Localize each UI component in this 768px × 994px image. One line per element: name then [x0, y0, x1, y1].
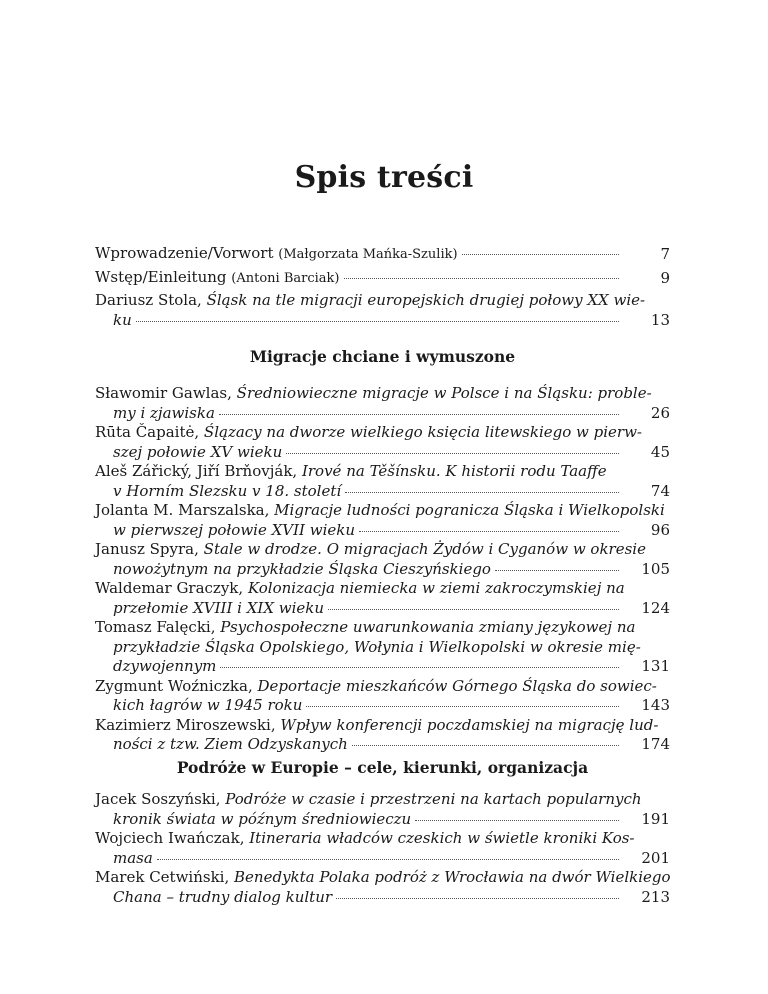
- entry-title-cont: my i zjawiska: [113, 403, 215, 422]
- entry-author: Zygmunt Woźniczka,: [95, 676, 253, 695]
- entry-title-cont: w pierwszej połowie XVII wieku: [113, 520, 355, 539]
- entry-title-cont: nowożytnym na przykładzie Śląska Cieszyńskiego: [113, 559, 491, 578]
- entry-title: Psychospołeczne uwarunkowania zmiany językowej na: [220, 618, 636, 636]
- entry-title-cont: ku: [113, 310, 132, 329]
- entry-page: 124: [641, 598, 670, 617]
- dot-leader: [220, 666, 619, 668]
- entry-title: Podróże w czasie i przestrzeni na kartach popularnych: [225, 790, 642, 808]
- dot-leader: [415, 819, 619, 821]
- entry-title: Średniowieczne migracje w Polsce i na Śląsku: proble-: [236, 384, 652, 402]
- toc-entry: [95, 423, 670, 462]
- entry-title: Itineraria władców czeskich w świetle kroniki Kos-: [249, 829, 635, 847]
- entry-title-cont: przełomie XVIII i XIX wieku: [113, 598, 325, 617]
- entry-title-cont: przykładzie Śląska Opolskiego, Wołynia i Wielkopolski w okresie mię-: [113, 637, 641, 656]
- entry-author: Sławomir Gawlas,: [95, 384, 232, 402]
- dot-leader: [462, 253, 619, 255]
- entry-page: 74: [650, 481, 670, 500]
- entry-page: 131: [641, 657, 670, 675]
- toc-section-2: [95, 790, 670, 907]
- toc-entry: [95, 291, 670, 330]
- entry-title-cont: kronik świata w późnym średniowieczu: [113, 809, 412, 828]
- entry-title: Ślązacy na dworze wielkiego księcia litewskiego w pierw-: [203, 423, 642, 441]
- entry-title: Benedykta Polaka podróż z Wrocławia na dwór Wielkiego: [234, 868, 671, 886]
- entry-page: 96: [650, 520, 670, 539]
- dot-leader: [286, 452, 619, 454]
- entry-page: 105: [641, 559, 670, 578]
- entry-author: Jolanta M. Marszalska,: [95, 501, 270, 519]
- toc-entry: [95, 868, 670, 907]
- entry-title: Wpływ konferencji poczdamskiej na migrację lud-: [280, 715, 659, 734]
- entry-page: 45: [650, 442, 670, 461]
- entry-title-cont: dzywojennym: [113, 657, 217, 675]
- toc-entry: [95, 501, 670, 540]
- entry-author: Jacek Soszyński,: [95, 790, 221, 808]
- toc-entry: [95, 677, 670, 716]
- entry-author: Marek Cetwiński,: [95, 868, 230, 886]
- entry-title-cont: kich łagrów w 1945 roku: [113, 696, 303, 714]
- entry-page: 143: [641, 696, 670, 714]
- entry-page: 9: [660, 268, 670, 287]
- entry-author: Tomasz Falęcki,: [95, 618, 216, 636]
- section-heading: Migracje chciane i wymuszone: [249, 347, 516, 366]
- entry-title-cont: Chana – trudny dialog kultur: [113, 887, 333, 906]
- dot-leader: [336, 897, 619, 899]
- entry-author: Waldemar Graczyk,: [95, 579, 244, 597]
- toc-entry: [95, 384, 670, 423]
- page-title: Spis treści: [294, 160, 474, 195]
- entry-editor: (Antoni Barciak): [231, 270, 340, 286]
- toc-entry: [95, 268, 670, 289]
- entry-author: Wojciech Iwańczak,: [95, 829, 245, 847]
- entry-title: Migracje ludności pogranicza Śląska i Wielkopolski: [274, 501, 665, 519]
- toc-entry: [95, 618, 670, 677]
- entry-title: Irové na Těšínsku. K historii rodu Taaffe: [301, 462, 607, 480]
- toc-section-1: [95, 384, 670, 755]
- entry-author: Dariusz Stola,: [95, 291, 202, 309]
- entry-title: Deportacje mieszkańców Górnego Śląska do sowiec-: [257, 676, 657, 695]
- entry-page: 174: [641, 735, 670, 753]
- entry-page: 213: [641, 887, 670, 906]
- entry-page: 191: [641, 809, 670, 828]
- dot-leader: [495, 569, 619, 571]
- toc-entry: [95, 244, 670, 265]
- entry-author: Janusz Spyra,: [95, 540, 199, 558]
- entry-editor: (Małgorzata Mańka-Szulik): [278, 247, 458, 262]
- dot-leader: [306, 705, 619, 707]
- dot-leader: [344, 277, 620, 279]
- entry-author: Aleš Zářický, Jiří Brňovják,: [95, 462, 298, 480]
- dot-leader: [345, 491, 619, 493]
- entry-page: 7: [660, 245, 670, 263]
- entry-page: 201: [641, 848, 670, 867]
- dot-leader: [359, 530, 619, 532]
- entry-author: Kazimierz Miroszewski,: [95, 715, 276, 734]
- entry-title: Kolonizacja niemiecka w ziemi zakroczymskiej na: [247, 579, 625, 597]
- toc-entry: [95, 829, 670, 868]
- dot-leader: [352, 744, 619, 746]
- entry-title-cont: ności z tzw. Ziem Odzyskanych: [113, 735, 348, 753]
- toc-entry: [95, 716, 670, 755]
- entry-title: Stale w drodze. O migracjach Żydów i Cyganów w okresie: [203, 540, 646, 558]
- entry-title-cont: szej połowie XV wieku: [113, 442, 283, 461]
- toc-entry: [95, 540, 670, 579]
- entry-page: 13: [650, 310, 670, 329]
- entry-title-cont: masa: [113, 848, 153, 867]
- entry-title-cont: v Horním Slezsku v 18. století: [113, 481, 342, 500]
- entry-author: Rūta Čapaitė,: [95, 423, 200, 441]
- toc-entry: [95, 462, 670, 501]
- dot-leader: [157, 858, 619, 860]
- dot-leader: [328, 608, 619, 610]
- entry-prefix: Wprowadzenie/Vorwort: [95, 244, 274, 262]
- toc-front: [95, 244, 670, 330]
- section-heading: Podróże w Europie – cele, kierunki, organizacja: [176, 758, 589, 777]
- toc-entry: [95, 790, 670, 829]
- entry-title: Śląsk na tle migracji europejskich drugiej połowy XX wie-: [206, 291, 646, 309]
- dot-leader: [136, 320, 619, 322]
- entry-page: 26: [650, 403, 670, 422]
- entry-prefix: Wstęp/Einleitung: [95, 267, 227, 286]
- dot-leader: [219, 413, 619, 415]
- toc-entry: [95, 579, 670, 618]
